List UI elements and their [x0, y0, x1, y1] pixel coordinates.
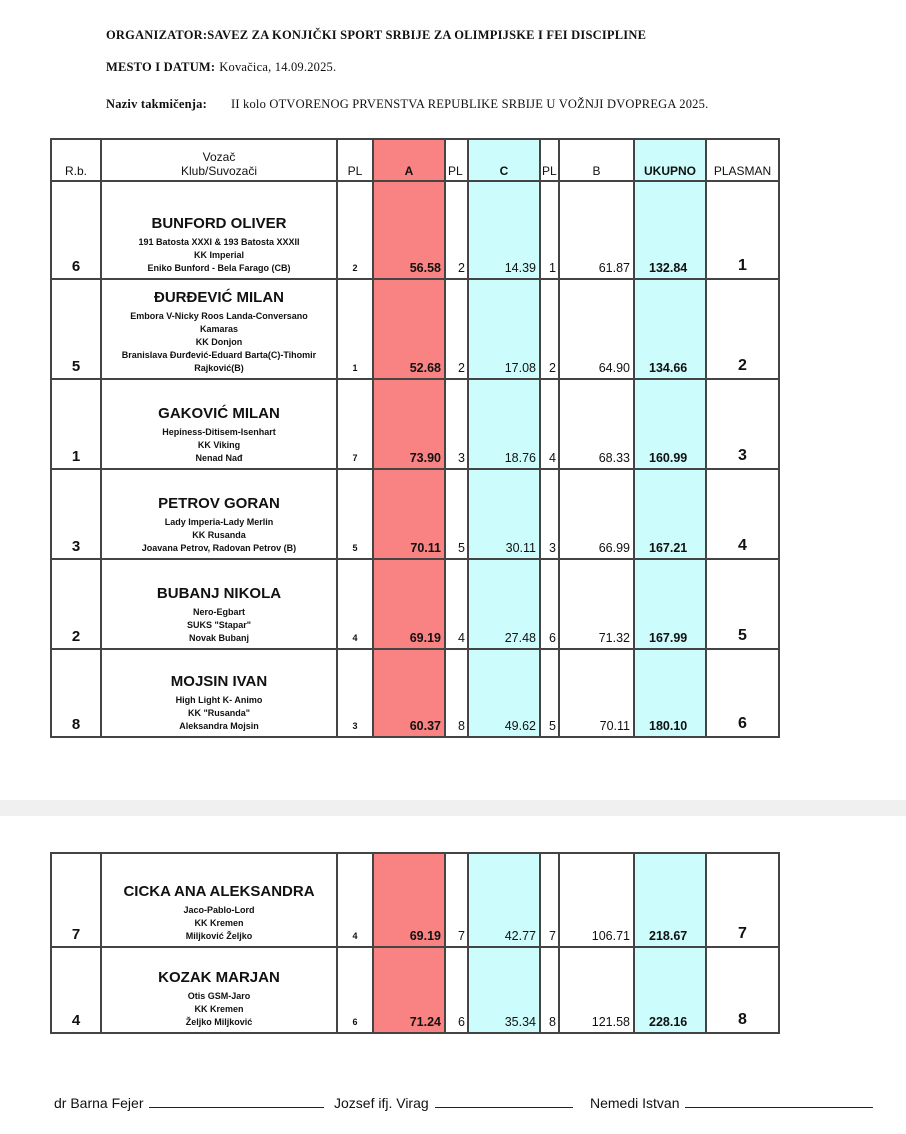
driver-detail: Rajković(B)	[194, 363, 244, 373]
pl-2: 4	[445, 559, 468, 649]
total-score: 228.16	[634, 947, 706, 1033]
driver-cell	[101, 181, 337, 279]
score-a: 52.68	[373, 279, 445, 379]
organizer-line	[106, 28, 646, 43]
col-pl2: PL	[445, 139, 468, 181]
driver-detail: Miljković Željko	[185, 931, 253, 941]
driver-detail: SUKS "Stapar"	[186, 620, 252, 630]
placement: 8	[706, 947, 779, 1033]
total-score: 160.99	[634, 379, 706, 469]
pl-2: 7	[445, 853, 468, 947]
competition-line	[106, 97, 708, 112]
score-c: 14.39	[468, 181, 540, 279]
table-header-row	[51, 139, 779, 181]
driver-cell	[101, 853, 337, 947]
pl-2: 3	[445, 379, 468, 469]
driver-detail: Otis GSM-Jaro	[187, 991, 251, 1001]
driver-name: BUNFORD OLIVER	[151, 215, 287, 232]
total-score: 134.66	[634, 279, 706, 379]
driver-cell	[101, 469, 337, 559]
driver-detail: Novak Bubanj	[188, 633, 249, 643]
pl-3: 3	[540, 469, 559, 559]
score-c: 17.08	[468, 279, 540, 379]
table-row	[51, 279, 779, 379]
driver-cell	[101, 559, 337, 649]
score-c: 49.62	[468, 649, 540, 737]
start-number: 4	[51, 947, 101, 1033]
driver-detail: KK Kremen	[194, 918, 244, 928]
driver-detail: Embora V-Nicky Roos Landa-Conversano	[130, 311, 308, 321]
driver-name: KOZAK MARJAN	[158, 969, 280, 986]
driver-detail: KK Rusanda	[192, 530, 246, 540]
pl-3: 8	[540, 947, 559, 1033]
score-a: 69.19	[373, 559, 445, 649]
score-c: 30.11	[468, 469, 540, 559]
score-c: 18.76	[468, 379, 540, 469]
signature-3	[590, 1095, 873, 1111]
driver-detail: Eniko Bunford - Bela Farago (CB)	[147, 263, 291, 273]
driver-detail: Nenad Nađ	[195, 453, 243, 463]
driver-detail: High Light K- Animo	[175, 695, 263, 705]
score-b: 106.71	[559, 853, 634, 947]
driver-cell	[101, 947, 337, 1033]
col-total: UKUPNO	[634, 139, 706, 181]
driver-detail: 191 Batosta XXXI & 193 Batosta XXXII	[138, 237, 300, 247]
driver-detail: KK Viking	[197, 440, 241, 450]
signature-1	[54, 1095, 324, 1111]
total-score: 180.10	[634, 649, 706, 737]
pl-2: 5	[445, 469, 468, 559]
signature-2	[334, 1095, 573, 1111]
pl-1: 1	[337, 279, 373, 379]
placement: 4	[706, 469, 779, 559]
placement: 3	[706, 379, 779, 469]
pl-3: 4	[540, 379, 559, 469]
placement: 6	[706, 649, 779, 737]
placement: 2	[706, 279, 779, 379]
place-date-label: MESTO I DATUM:	[106, 60, 216, 74]
score-c: 42.77	[468, 853, 540, 947]
table-row	[51, 379, 779, 469]
score-b: 121.58	[559, 947, 634, 1033]
total-score: 167.99	[634, 559, 706, 649]
col-pl1: PL	[337, 139, 373, 181]
competition-value: II kolo OTVORENOG PRVENSTVA REPUBLIKE SRBIJE U VOŽNJI DVOPREGA 2025.	[230, 97, 709, 111]
driver-detail: Nero-Egbart	[192, 607, 245, 617]
pl-3: 1	[540, 181, 559, 279]
driver-detail: KK "Rusanda"	[187, 708, 251, 718]
score-b: 61.87	[559, 181, 634, 279]
driver-name: ĐURĐEVIĆ MILAN	[154, 289, 284, 306]
score-a: 60.37	[373, 649, 445, 737]
table-row	[51, 559, 779, 649]
start-number: 1	[51, 379, 101, 469]
col-driver-top: Vozač	[202, 150, 236, 164]
driver-detail: Kamaras	[199, 324, 239, 334]
driver-name: CICKA ANA ALEKSANDRA	[123, 883, 315, 900]
score-b: 66.99	[559, 469, 634, 559]
col-a: A	[373, 139, 445, 181]
score-b: 68.33	[559, 379, 634, 469]
score-b: 70.11	[559, 649, 634, 737]
placement: 7	[706, 853, 779, 947]
driver-detail: Hepiness-Ditisem-Isenhart	[162, 427, 276, 437]
col-driver-sub: Klub/Suvozači	[180, 164, 258, 178]
place-date-line	[106, 60, 336, 75]
signature-line-2	[435, 1097, 573, 1108]
signature-line-1	[149, 1097, 324, 1108]
table-row	[51, 947, 779, 1033]
pl-1: 6	[337, 947, 373, 1033]
pl-1: 4	[337, 559, 373, 649]
table-row	[51, 181, 779, 279]
driver-cell	[101, 279, 337, 379]
pl-1: 5	[337, 469, 373, 559]
start-number: 8	[51, 649, 101, 737]
driver-detail: Branislava Đurđević-Eduard Barta(C)-Tihomir	[121, 350, 317, 360]
organizer-value: SAVEZ ZA KONJIČKI SPORT SRBIJE ZA OLIMPIJSKE I FEI DISCIPLINE	[207, 28, 647, 42]
table-row	[51, 853, 779, 947]
signature-name-3: Nemedi Istvan	[590, 1095, 680, 1111]
col-place: PLASMAN	[706, 139, 779, 181]
col-rb: R.b.	[51, 139, 101, 181]
driver-name: BUBANJ NIKOLA	[156, 585, 282, 602]
pl-1: 2	[337, 181, 373, 279]
start-number: 3	[51, 469, 101, 559]
page-separator	[0, 800, 906, 816]
pl-2: 2	[445, 181, 468, 279]
col-b: B	[559, 139, 634, 181]
pl-1: 3	[337, 649, 373, 737]
pl-3: 6	[540, 559, 559, 649]
table-row	[51, 469, 779, 559]
score-a: 69.19	[373, 853, 445, 947]
pl-3: 2	[540, 279, 559, 379]
competition-label: Naziv takmičenja:	[106, 97, 207, 111]
signature-line-3	[685, 1097, 873, 1108]
place-date-value: Kovačica, 14.09.2025.	[219, 60, 337, 74]
pl-1: 7	[337, 379, 373, 469]
start-number: 7	[51, 853, 101, 947]
organizer-label: ORGANIZATOR:	[106, 28, 208, 42]
pl-2: 6	[445, 947, 468, 1033]
col-driver	[101, 139, 337, 181]
driver-name: MOJSIN IVAN	[170, 673, 268, 690]
driver-cell	[101, 379, 337, 469]
score-b: 64.90	[559, 279, 634, 379]
driver-name: PETROV GORAN	[158, 495, 280, 512]
driver-detail: KK Kremen	[194, 1004, 244, 1014]
placement: 5	[706, 559, 779, 649]
total-score: 218.67	[634, 853, 706, 947]
results-table-2	[50, 852, 780, 1034]
pl-2: 2	[445, 279, 468, 379]
total-score: 132.84	[634, 181, 706, 279]
score-a: 56.58	[373, 181, 445, 279]
driver-detail: Aleksandra Mojsin	[179, 721, 259, 731]
signature-name-2: Jozsef ifj. Virag	[334, 1095, 429, 1111]
col-c: C	[468, 139, 540, 181]
driver-detail: Jaco-Pablo-Lord	[183, 905, 255, 915]
driver-name: GAKOVIĆ MILAN	[158, 405, 280, 422]
driver-detail: KK Imperial	[193, 250, 244, 260]
score-a: 70.11	[373, 469, 445, 559]
start-number: 6	[51, 181, 101, 279]
start-number: 5	[51, 279, 101, 379]
driver-detail: Joavana Petrov, Radovan Petrov (B)	[141, 543, 297, 553]
score-c: 27.48	[468, 559, 540, 649]
signature-name-1: dr Barna Fejer	[54, 1095, 144, 1111]
start-number: 2	[51, 559, 101, 649]
driver-detail: KK Donjon	[195, 337, 243, 347]
pl-3: 7	[540, 853, 559, 947]
table-row	[51, 649, 779, 737]
col-pl3: PL	[540, 139, 559, 181]
placement: 1	[706, 181, 779, 279]
pl-1: 4	[337, 853, 373, 947]
pl-3: 5	[540, 649, 559, 737]
score-a: 73.90	[373, 379, 445, 469]
score-c: 35.34	[468, 947, 540, 1033]
pl-2: 8	[445, 649, 468, 737]
results-table	[50, 138, 780, 738]
driver-cell	[101, 649, 337, 737]
driver-detail: Željko Miljković	[185, 1017, 253, 1027]
total-score: 167.21	[634, 469, 706, 559]
driver-detail: Lady Imperia-Lady Merlin	[164, 517, 274, 527]
score-a: 71.24	[373, 947, 445, 1033]
score-b: 71.32	[559, 559, 634, 649]
